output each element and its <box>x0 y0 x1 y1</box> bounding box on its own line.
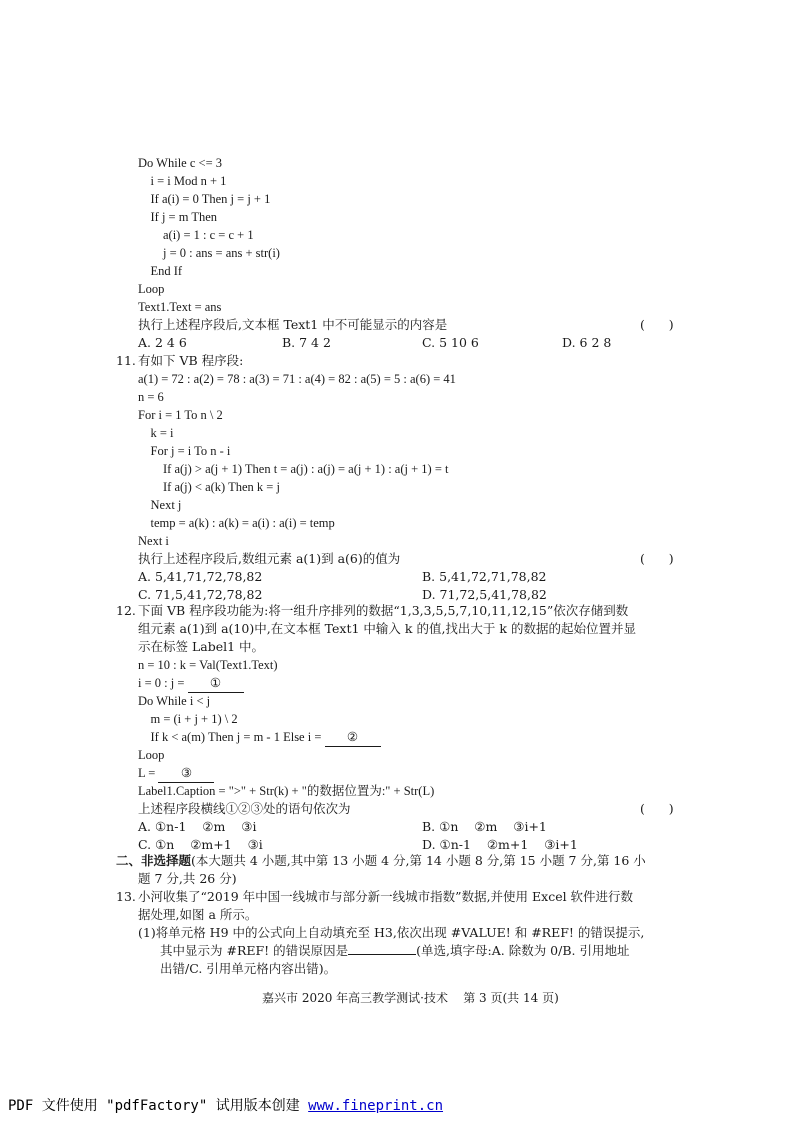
code-text: L = <box>138 766 159 780</box>
option-a: A. 2 4 6 <box>138 335 187 350</box>
answer-paren: ( ) <box>640 551 674 566</box>
code-line: n = 10 : k = Val(Text1.Text) <box>138 658 278 672</box>
option-c: C. 5 10 6 <box>422 335 479 350</box>
answer-paren: ( ) <box>640 317 674 332</box>
question-number: 11. <box>116 353 136 368</box>
code-line: j = 0 : ans = ans + str(i) <box>138 246 280 260</box>
q10-stem: 执行上述程序段后,文本框 Text1 中不可能显示的内容是 <box>138 317 448 332</box>
q12-stem-line: 示在标签 Label1 中。 <box>138 639 265 654</box>
code-line: Next j <box>138 498 182 512</box>
code-line: Loop <box>138 282 165 296</box>
option-c: C. 71,5,41,72,78,82 <box>138 587 263 602</box>
blank-1: ① <box>188 674 244 693</box>
code-line: If a(j) < a(k) Then k = j <box>138 480 280 494</box>
q13-sub-line: 出错/C. 引用单元格内容出错)。 <box>160 961 337 976</box>
option-c: C. ①n ②m+1 ③i <box>138 837 263 852</box>
section-description: (本大题共 4 小题,其中第 13 小题 4 分,第 14 小题 8 分,第 15 小题 7 分,第 16 小 <box>191 853 646 868</box>
option-a: A. 5,41,71,72,78,82 <box>138 569 263 584</box>
code-line <box>138 764 214 783</box>
blank-2: ② <box>325 728 381 747</box>
option-d: D. 71,72,5,41,78,82 <box>422 587 547 602</box>
fineprint-link[interactable]: www.fineprint.cn <box>308 1098 444 1114</box>
code-line: Do While i < j <box>138 694 211 708</box>
pdf-watermark <box>8 1095 443 1115</box>
q11-question: 执行上述程序段后,数组元素 a(1)到 a(6)的值为 <box>138 551 401 566</box>
code-line: If a(i) = 0 Then j = j + 1 <box>138 192 271 206</box>
section-description-cont: 题 7 分,共 26 分) <box>138 871 237 886</box>
code-line: Label1.Caption = ">" + Str(k) + "的数据位置为:" + Str(L) <box>138 784 435 798</box>
section-title: 二、非选择题 <box>116 853 192 868</box>
code-line: End If <box>138 264 183 278</box>
code-line <box>138 674 244 693</box>
code-line: Do While c <= 3 <box>138 156 222 170</box>
q13-stem-line: 据处理,如图 a 所示。 <box>138 907 258 922</box>
code-line: If j = m Then <box>138 210 218 224</box>
code-line <box>138 728 381 747</box>
option-d: D. 6 2 8 <box>562 335 612 350</box>
q11-stem: 有如下 VB 程序段: <box>138 353 244 368</box>
code-line: Next i <box>138 534 169 548</box>
q13-sub-text: 其中显示为 #REF! 的错误原因是 <box>160 943 349 958</box>
option-a: A. ①n-1 ②m ③i <box>138 819 257 834</box>
code-line: Loop <box>138 748 165 762</box>
code-line: temp = a(k) : a(k) = a(i) : a(i) = temp <box>138 516 335 530</box>
code-line: k = i <box>138 426 174 440</box>
option-b: B. ①n ②m ③i+1 <box>422 819 547 834</box>
answer-blank <box>348 954 416 955</box>
code-text: If k < a(m) Then j = m - 1 Else i = <box>138 730 325 744</box>
code-line: Text1.Text = ans <box>138 300 222 314</box>
q12-question: 上述程序段横线①②③处的语句依次为 <box>138 801 351 816</box>
code-line: If a(j) > a(j + 1) Then t = a(j) : a(j) = a(j + 1) : a(j + 1) = t <box>138 462 449 476</box>
answer-paren: ( ) <box>640 801 674 816</box>
option-b: B. 5,41,72,71,78,82 <box>422 569 547 584</box>
code-line: a(i) = 1 : c = c + 1 <box>138 228 254 242</box>
section-heading <box>116 852 646 870</box>
q13-stem-line: 小河收集了“2019 年中国一线城市与部分新一线城市指数”数据,并使用 Excel 软件进行数 <box>138 889 634 904</box>
q12-stem-line: 下面 VB 程序段功能为:将一组升序排列的数据“1,3,3,5,5,7,10,11,12,15”依次存储到数 <box>138 603 629 618</box>
q13-sub-line <box>160 942 629 960</box>
code-line: i = i Mod n + 1 <box>138 174 227 188</box>
code-line: For j = i To n - i <box>138 444 231 458</box>
blank-3: ③ <box>158 764 214 783</box>
q12-stem-line: 组元素 a(1)到 a(10)中,在文本框 Text1 中输入 k 的值,找出大于 k 的数据的起始位置并显 <box>138 621 636 636</box>
code-line: n = 6 <box>138 390 164 404</box>
q13-sub-line: (1)将单元格 H9 中的公式向上自动填充至 H3,依次出现 #VALUE! 和 #REF! 的错误提示, <box>138 925 645 940</box>
question-number: 13. <box>116 889 136 904</box>
option-d: D. ①n-1 ②m+1 ③i+1 <box>422 837 578 852</box>
question-number: 12. <box>116 603 136 618</box>
option-b: B. 7 4 2 <box>282 335 331 350</box>
pdf-text: PDF 文件使用 "pdfFactory" 试用版本创建 <box>8 1098 309 1114</box>
code-line: a(1) = 72 : a(2) = 78 : a(3) = 71 : a(4) = 82 : a(5) = 5 : a(6) = 41 <box>138 372 456 386</box>
code-text: i = 0 : j = <box>138 676 188 690</box>
code-line: For i = 1 To n \ 2 <box>138 408 223 422</box>
q13-sub-text: (单选,填字母:A. 除数为 0/B. 引用地址 <box>416 943 630 958</box>
code-line: m = (i + j + 1) \ 2 <box>138 712 238 726</box>
page-footer: 嘉兴市 2020 年高三教学测试·技术 第 3 页(共 14 页) <box>262 991 559 1005</box>
